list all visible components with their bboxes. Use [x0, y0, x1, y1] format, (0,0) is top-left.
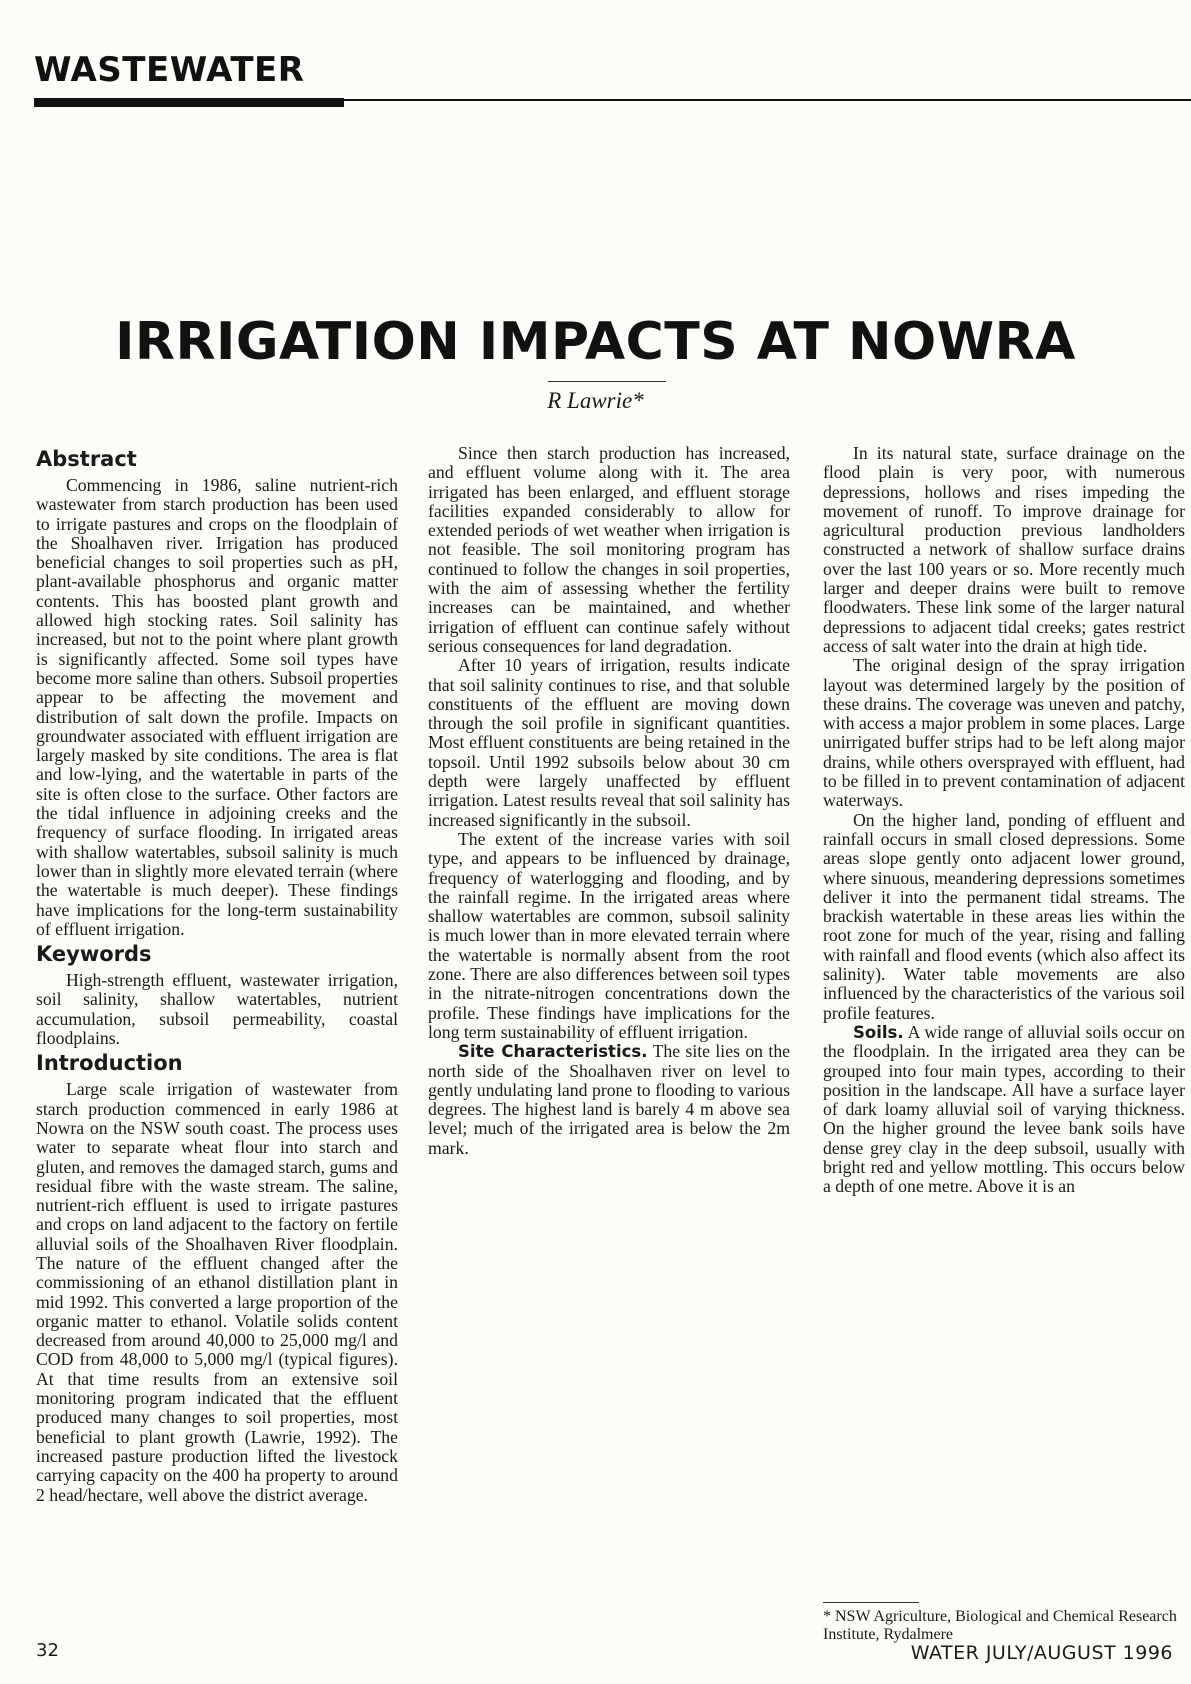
site-paragraph: The original design of the spray irrigation layout was determined largely by the position of these drains. The coverage was uneven and patchy, with access a major problem in some places. Large unirrigated buffer strips had to be left along major drains, while others oversprayed with effluent, had to be filled in to prevent contamination of adjacent waterways.: [823, 655, 1185, 811]
site-paragraph: In its natural state, surface drainage on the flood plain is very poor, with numerous depressions, hollows and rises impeding the movement of runoff. To improve drainage for agricultural production previous landholders constructed a network of shallow surface drains over the last 100 years or so. More recently much larger and deeper drains were built to remove floodwaters. These link some of the larger natural depressions to adjacent tidal creeks; gates restrict access of salt water into the drain at high tide.: [823, 443, 1185, 656]
page-number: 32: [36, 1640, 59, 1661]
byline-rule: [548, 381, 666, 382]
header-rule-bold: [34, 98, 344, 107]
introduction-paragraph: The extent of the increase varies with soil type, and appears to be influenced by drainage, frequency of waterlogging and flooding, and by the rainfall regime. In the irrigated areas where shallow watertables are common, subsoil salinity is much lower than in more elevated terrain where the watertable is normally absent from the root zone. There are also differences between soil types in the nitrate-nitrogen concentrations down the profile. These findings have implications for the long term sustainability of effluent irrigation.: [428, 828, 790, 1042]
soils-paragraph: [823, 1023, 1185, 1197]
soils-text: A wide range of alluvial soils occur on the floodplain. In the irrigated area they can be grouped into four main types, according to their position in the landscape. All have a surface layer of dark loamy alluvial soil of varying thickness. On the higher ground the levee bank soils have dense grey clay in the deep subsoil, usually with bright red and yellow mottling. This occurs below a depth of one metre. Above it is an: [823, 1021, 1185, 1197]
keywords-heading: Keywords: [36, 942, 152, 967]
soils-heading: Soils.: [853, 1022, 904, 1042]
site-heading: Site Characteristics.: [458, 1042, 648, 1062]
article-title: IRRIGATION IMPACTS AT NOWRA: [115, 312, 1076, 372]
site-text: The site lies on the north side of the Shoalhaven river on level to gently undulating land prone to flooding to various degrees. The highest land is barely 4 m above sea level; much of the irrigated area is below the 2m mark.: [428, 1041, 791, 1158]
footnote-rule: [823, 1602, 919, 1603]
introduction-heading: Introduction: [36, 1051, 183, 1076]
abstract-heading: Abstract: [36, 447, 137, 471]
introduction-paragraph: Since then starch production has increased, and effluent volume along with it. The area irrigated has been enlarged, and effluent storage facilities expanded considerably to allow for extended periods of wet weather when irrigation is not feasible. The soil monitoring program has continued to follow the changes in soil properties, with the aim of assessing whether the fertility increases can be maintained, and whether irrigation of effluent can continue safely without serious consequences for land degradation.: [428, 443, 790, 656]
site-paragraph: On the higher land, ponding of effluent and rainfall occurs in small closed depressions. Some areas slope gently onto adjacent lower ground, where sinuous, meandering depressions sometimes deliver it into the permanent tidal streams. The brackish watertable in these areas lies within the root zone for much of the year, rising and falling with rainfall and flood events (which also affect its salinity). Water table movements are also influenced by the characteristics of the various soil profile features.: [823, 809, 1185, 1023]
author-byline: R Lawrie*: [547, 388, 644, 413]
introduction-paragraph: Large scale irrigation of wastewater from starch production commenced in early 1986 at Nowra on the NSW south coast. The process uses water to separate wheat flour into starch and gluten, and removes the damaged starch, gums and residual fibre with the waste stream. The saline, nutrient-rich effluent is used to irrigate pastures and crops on land adjacent to the factory on fertile alluvial soils of the Shoalhaven River floodplain. The nature of the effluent changed after the commissioning of an ethanol distillation plant in mid 1992. This converted a large proportion of the organic matter to ethanol. Volatile solids content decreased from around 40,000 to 25,000 mg/l and COD from 48,000 to 5,000 mg/l (typical figures). At that time results from an extensive soil monitoring program indicated that the effluent produced many changes to soil properties, most beneficial to plant growth (Lawrie, 1992). The increased pasture production lifted the livestock carrying capacity on the 400 ha property to around 2 head/hectare, well above the district average.: [36, 1079, 398, 1505]
abstract-text: Commencing in 1986, saline nutrient-rich wastewater from starch production has been used to irrigate pastures and crops on the floodplain of the Shoalhaven river. Irrigation has produced beneficial changes to soil properties such as pH, plant-available phosphorus and organic matter contents. This has boosted plant growth and allowed high stocking rates. Soil salinity has increased, but not to the point where plant growth is significantly affected. Some soil types have become more saline than others. Subsoil properties appear to be affecting the movement and distribution of salt down the profile. Impacts on groundwater associated with effluent irrigation are largely masked by site conditions. The area is flat and low-lying, and the watertable in parts of the site is often close to the surface. Other factors are the tidal influence in adjoining creeks and the frequency of surface flooding. In irrigated areas with shallow watertables, subsoil salinity is much lower than in slightly more elevated terrain (where the watertable is much deeper). These findings have implications for the long-term sustainability of effluent irrigation.: [36, 475, 398, 939]
column-2: [428, 444, 790, 1158]
column-1: [36, 444, 398, 1505]
site-paragraph: [428, 1042, 790, 1158]
keywords-text: High-strength effluent, wastewater irrigation, soil salinity, shallow watertables, nutrient accumulation, subsoil permeability, coastal floodplains.: [36, 970, 398, 1049]
column-3: [823, 444, 1185, 1197]
section-label: WASTEWATER: [34, 50, 305, 90]
author-affiliation-footnote: * NSW Agriculture, Biological and Chemical Research Institute, Rydalmere: [823, 1608, 1177, 1643]
introduction-paragraph: After 10 years of irrigation, results indicate that soil salinity continues to rise, and that soluble constituents of the effluent are moving down through the soil profile in significant quantities. Most effluent constituents are being retained in the topsoil. Until 1992 subsoils below about 30 cm depth were largely unaffected by effluent irrigation. Latest results reveal that soil salinity has increased significantly in the subsoil.: [428, 655, 790, 830]
journal-issue: WATER JULY/AUGUST 1996: [910, 1642, 1173, 1664]
